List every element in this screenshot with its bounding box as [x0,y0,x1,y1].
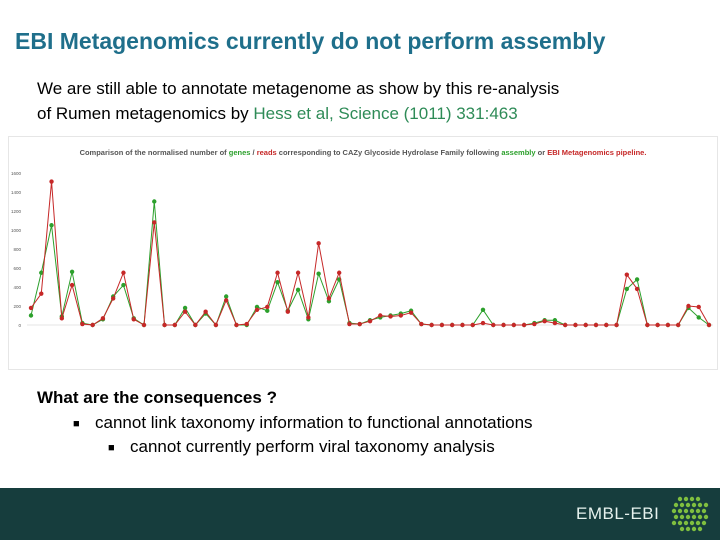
data-point-reads [429,323,433,327]
data-point-reads [645,323,649,327]
data-point-reads [234,323,238,327]
data-point-reads [522,323,526,327]
data-point-reads [625,272,629,276]
bullet-2-text: cannot currently perform viral taxonomy analysis [130,437,495,456]
bullet-square-icon: ■ [108,441,115,454]
chart-title-part: corresponding to CAZy Glycoside Hydrolase Family following [276,148,502,157]
data-point-reads [255,308,259,312]
data-point-reads [573,323,577,327]
data-point-reads [655,323,659,327]
citation-text: Hess et al, Science (1011) 331:463 [253,104,518,123]
subtitle-line-2-text: of Rumen metagenomics by [37,104,254,123]
data-point-reads [419,322,423,326]
data-point-reads [142,323,146,327]
data-point-reads [90,323,94,327]
data-point-reads [512,323,516,327]
chart-image [8,136,718,370]
data-point-reads [666,323,670,327]
data-point-reads [471,323,475,327]
y-tick-label: 800 [13,247,21,252]
data-point-reads [337,271,341,275]
data-point-genes [49,223,53,227]
data-point-reads [316,241,320,245]
question-heading: What are the consequences ? [37,388,277,407]
data-point-reads [203,310,207,314]
data-point-reads [481,321,485,325]
data-point-reads [409,310,413,314]
data-point-reads [563,323,567,327]
bullet-1-text: cannot link taxonomy information to functional annotations [95,413,533,432]
data-point-reads [121,271,125,275]
chart-title-part: assembly [501,148,536,157]
data-point-reads [162,323,166,327]
data-point-reads [686,304,690,308]
data-point-reads [132,317,136,321]
data-point-reads [193,323,197,327]
data-point-reads [214,323,218,327]
series-layer [29,179,711,327]
data-point-reads [450,323,454,327]
data-point-genes [224,294,228,298]
data-point-genes [152,199,156,203]
cazy-line-chart [9,137,717,369]
data-point-reads [296,271,300,275]
y-tick-label: 600 [13,266,21,271]
data-point-reads [265,305,269,309]
data-point-reads [532,322,536,326]
data-point-reads [399,313,403,317]
footer-bar [0,488,720,540]
chart-title-part: EBI Metagenomics pipeline. [547,148,647,157]
data-point-reads [183,310,187,314]
data-point-reads [347,322,351,326]
data-point-reads [49,179,53,183]
chart-title-part: / [250,148,257,157]
data-point-genes [70,270,74,274]
data-point-reads [80,322,84,326]
y-tick-label: 400 [13,285,21,290]
bullet-item-1 [73,413,533,433]
data-point-reads [491,323,495,327]
data-point-reads [460,323,464,327]
chart-title [80,148,647,157]
y-tick-label: 1200 [10,209,21,214]
subtitle-line-1: We are still able to annotate metagenome as show by this re-analysis [37,79,560,98]
data-point-reads [388,314,392,318]
data-point-reads [553,321,557,325]
data-point-genes [697,315,701,319]
series-line-reads [31,182,709,325]
data-point-reads [378,313,382,317]
subtitle-line-2 [37,101,697,126]
y-tick-label: 1000 [10,228,21,233]
chart-title-part: Comparison of the normalised number of [79,148,229,157]
data-point-genes [29,313,33,317]
chart-title-part: or [535,148,548,157]
slide-title: EBI Metagenomics currently do not perform assembly [15,28,606,54]
y-tick-label: 1400 [10,190,21,195]
chart-title-part: genes [228,148,251,157]
data-point-reads [440,323,444,327]
data-point-reads [286,310,290,314]
data-point-reads [70,283,74,287]
data-point-reads [604,323,608,327]
data-point-reads [635,287,639,291]
data-point-reads [39,291,43,295]
series-line-genes [31,202,709,326]
data-point-reads [245,322,249,326]
data-point-reads [275,271,279,275]
data-point-reads [327,296,331,300]
data-point-reads [368,319,372,323]
data-point-genes [121,283,125,287]
data-point-reads [60,316,64,320]
bullet-item-2 [108,437,495,457]
data-point-genes [296,288,300,292]
data-point-reads [29,306,33,310]
y-tick-label: 1600 [10,171,21,176]
data-point-reads [224,298,228,302]
embl-ebi-logo-icon [666,492,710,536]
data-point-reads [697,305,701,309]
y-tick-label: 200 [13,304,21,309]
data-point-reads [594,323,598,327]
data-point-reads [101,316,105,320]
data-point-reads [111,296,115,300]
slide-subtitle [37,76,697,126]
data-point-genes [275,280,279,284]
data-point-reads [306,315,310,319]
data-point-genes [625,287,629,291]
data-point-reads [676,323,680,327]
data-point-genes [183,306,187,310]
data-point-genes [481,308,485,312]
y-tick-label: 0 [18,323,21,328]
data-point-reads [614,323,618,327]
chart-title-part: reads [256,148,277,157]
data-point-reads [584,323,588,327]
bullet-square-icon: ■ [73,417,80,430]
data-point-genes [635,277,639,281]
data-point-genes [316,272,320,276]
data-point-reads [707,323,711,327]
data-point-genes [265,309,269,313]
data-point-reads [152,220,156,224]
data-point-reads [501,323,505,327]
data-point-reads [542,319,546,323]
y-axis [11,171,22,328]
embl-ebi-logo-text: EMBL-EBI [576,504,660,523]
data-point-reads [173,323,177,327]
data-point-reads [358,322,362,326]
